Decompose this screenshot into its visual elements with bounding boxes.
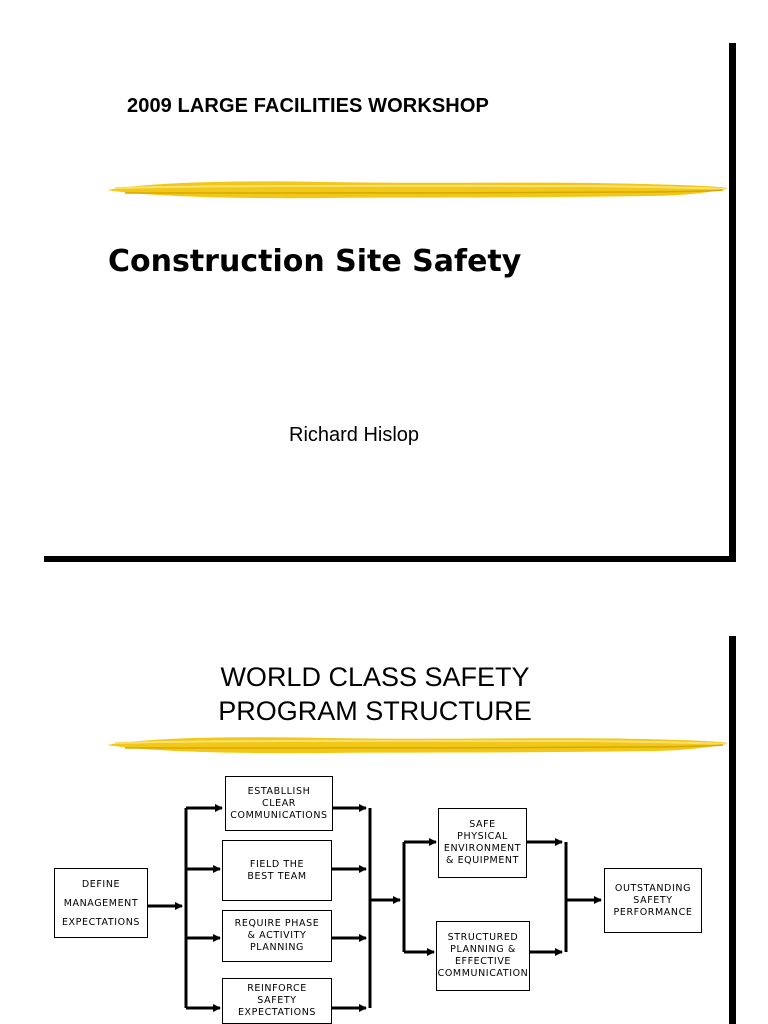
- box-label: REINFORCE SAFETY EXPECTATIONS: [237, 983, 317, 1018]
- box-structured-planning: [436, 921, 530, 991]
- program-structure-slide: [0, 580, 768, 1024]
- yellow-brush-divider: [105, 176, 730, 204]
- slide-title-line-1: WORLD CLASS SAFETY: [220, 662, 530, 692]
- flow-connectors: [0, 580, 768, 1024]
- box-label: OUTSTANDING SAFETY PERFORMANCE: [613, 882, 693, 918]
- box-phase-activity-planning: [222, 910, 332, 962]
- presenter-name: Richard Hislop: [289, 424, 420, 446]
- slide-frame-bottom: [44, 556, 736, 562]
- box-field-best-team: [222, 840, 332, 901]
- box-label: STRUCTURED PLANNING & EFFECTIVE COMMUNICATION: [437, 932, 529, 979]
- slide-frame-right: [729, 43, 736, 562]
- box-label: DEFINE MANAGEMENT EXPECTATIONS: [61, 878, 141, 928]
- box-label: FIELD THE BEST TEAM: [247, 858, 307, 882]
- slide-title-line-2: PROGRAM STRUCTURE: [218, 696, 532, 726]
- box-outstanding-safety-performance: [604, 868, 702, 933]
- box-safe-physical-environment: [438, 808, 527, 878]
- workshop-title: 2009 LARGE FACILITIES WORKSHOP: [127, 95, 489, 117]
- box-reinforce-safety-expectations: [222, 978, 332, 1024]
- box-label: ESTABLLISH CLEAR COMMUNICATIONS: [230, 785, 328, 821]
- box-label: SAFE PHYSICAL ENVIRONMENT & EQUIPMENT: [443, 819, 522, 866]
- box-define-management-expectations: [54, 868, 148, 938]
- box-label: REQUIRE PHASE & ACTIVITY PLANNING: [234, 918, 320, 953]
- presentation-title: Construction Site Safety: [108, 244, 522, 279]
- box-establish-communications: [225, 776, 333, 831]
